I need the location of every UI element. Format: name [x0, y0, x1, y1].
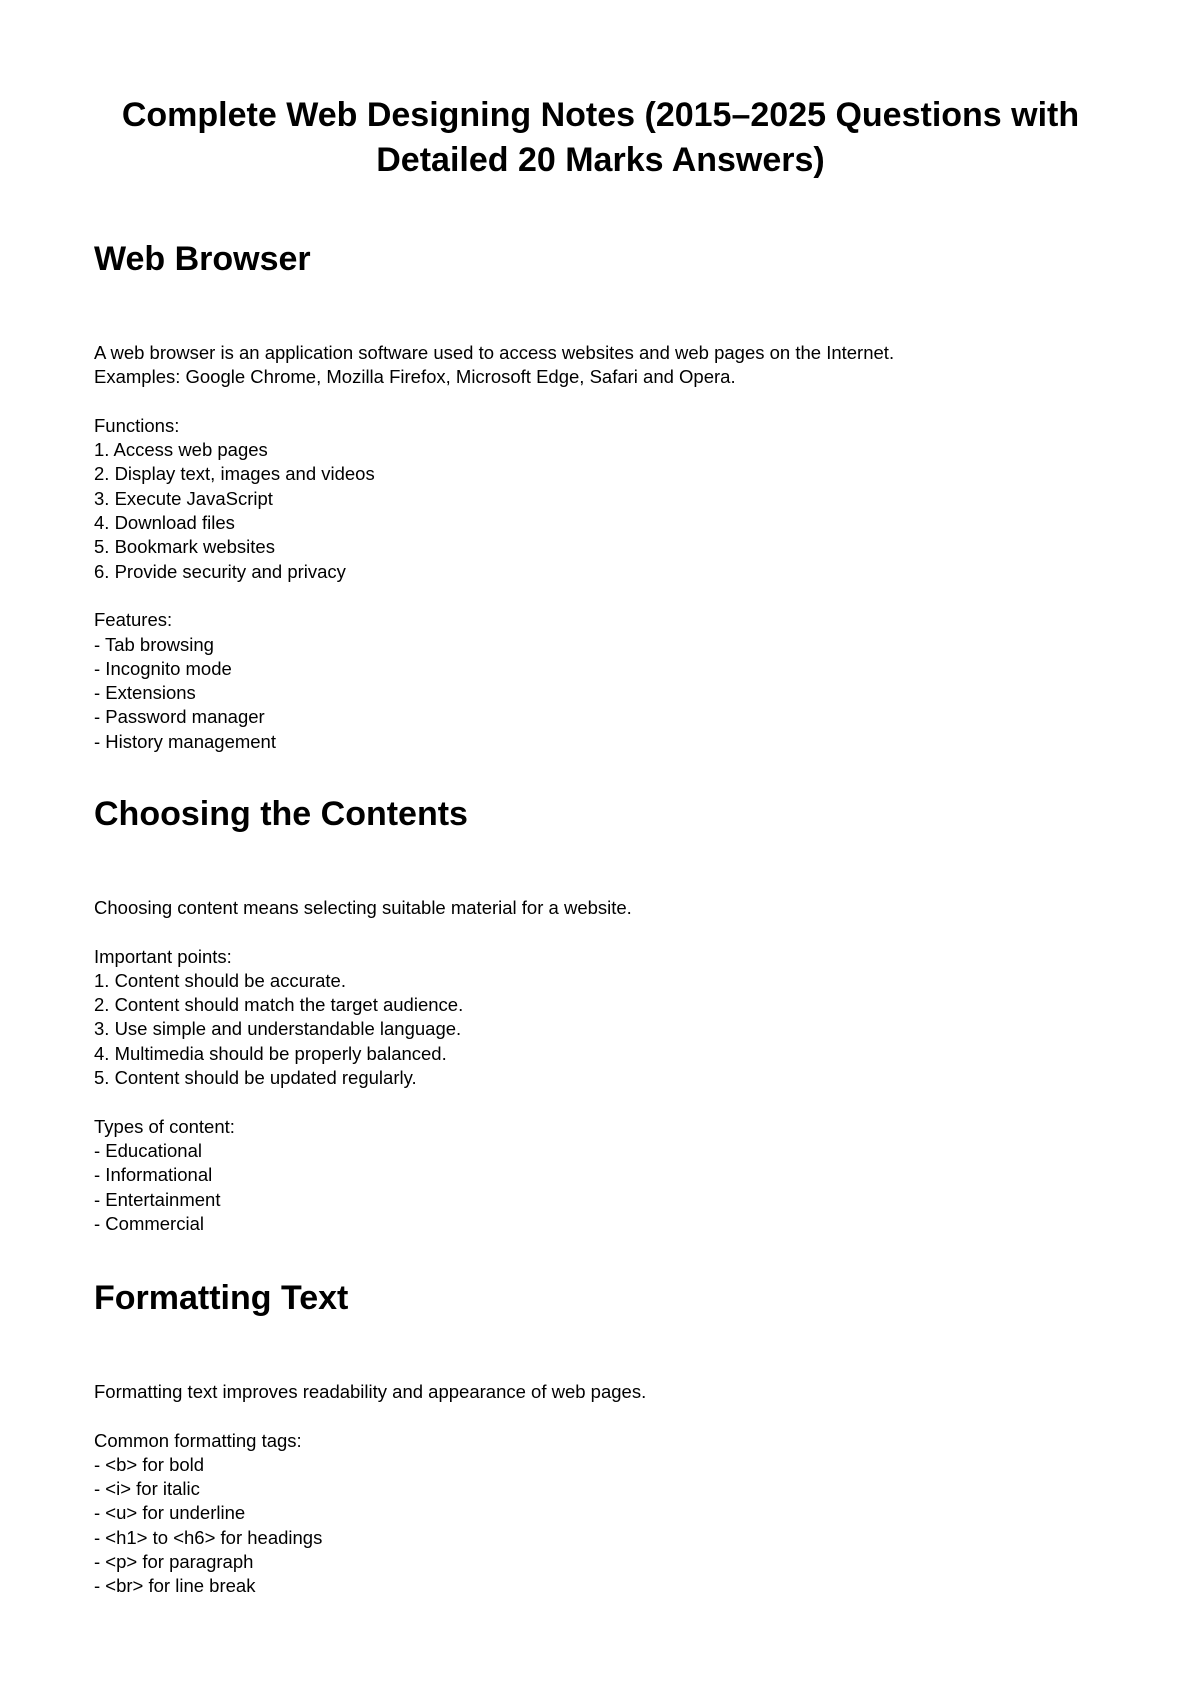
list-item: - <h1> to <h6> for headings [94, 1526, 323, 1548]
paragraph-line: Examples: Google Chrome, Mozilla Firefox, Microsoft Edge, Safari and Opera. [94, 366, 736, 388]
list-item: 2. Display text, images and videos [94, 463, 375, 485]
list-item: - <br> for line break [94, 1575, 256, 1597]
list-item: 2. Content should match the target audience. [94, 994, 464, 1016]
section-body [94, 896, 1114, 1236]
list-label: Types of content: [94, 1115, 235, 1137]
list-item: 5. Content should be updated regularly. [94, 1067, 417, 1089]
list-item: - <i> for italic [94, 1478, 200, 1500]
document-title: Complete Web Designing Notes (2015–2025 Questions with Detailed 20 Marks Answers) [121, 96, 1080, 179]
list-label: Important points: [94, 945, 232, 967]
list-item: - <u> for underline [94, 1502, 246, 1524]
list-item: - Entertainment [94, 1188, 221, 1210]
list-item: 1. Content should be accurate. [94, 969, 346, 991]
list-item: - Commercial [94, 1212, 204, 1234]
list-label: Functions: [94, 414, 180, 436]
list-item: - Informational [94, 1164, 213, 1186]
section-heading: Choosing the Contents [94, 795, 468, 833]
paragraph-line: Choosing content means selecting suitable material for a website. [94, 897, 632, 918]
section-choosing-contents [94, 792, 1114, 1236]
list-item: 3. Use simple and understandable language. [94, 1018, 462, 1040]
list-item: - History management [94, 730, 276, 752]
section-heading: Formatting Text [94, 1279, 349, 1317]
list-label: Common formatting tags: [94, 1429, 302, 1451]
section-formatting-text [94, 1276, 1114, 1599]
list-item: 6. Provide security and privacy [94, 560, 346, 582]
list-item: 4. Download files [94, 512, 235, 534]
list-item: - Tab browsing [94, 633, 214, 655]
list-label: Features: [94, 609, 173, 631]
list-item: - <b> for bold [94, 1453, 205, 1475]
list-item: 5. Bookmark websites [94, 536, 275, 558]
list-item: - <p> for paragraph [94, 1551, 254, 1573]
section-heading: Web Browser [94, 240, 311, 278]
list-item: 1. Access web pages [94, 439, 268, 461]
section-web-browser [94, 237, 1114, 754]
list-item: - Password manager [94, 706, 265, 728]
section-body [94, 341, 1114, 754]
list-item: 3. Execute JavaScript [94, 487, 273, 509]
section-body [94, 1380, 1114, 1599]
paragraph-line: A web browser is an application software used to access websites and web pages on the Internet. [94, 342, 895, 363]
list-item: - Extensions [94, 682, 196, 704]
list-item: 4. Multimedia should be properly balanced. [94, 1042, 447, 1064]
list-item: - Incognito mode [94, 657, 232, 679]
list-item: - Educational [94, 1139, 202, 1161]
paragraph-line: Formatting text improves readability and appearance of web pages. [94, 1381, 647, 1402]
